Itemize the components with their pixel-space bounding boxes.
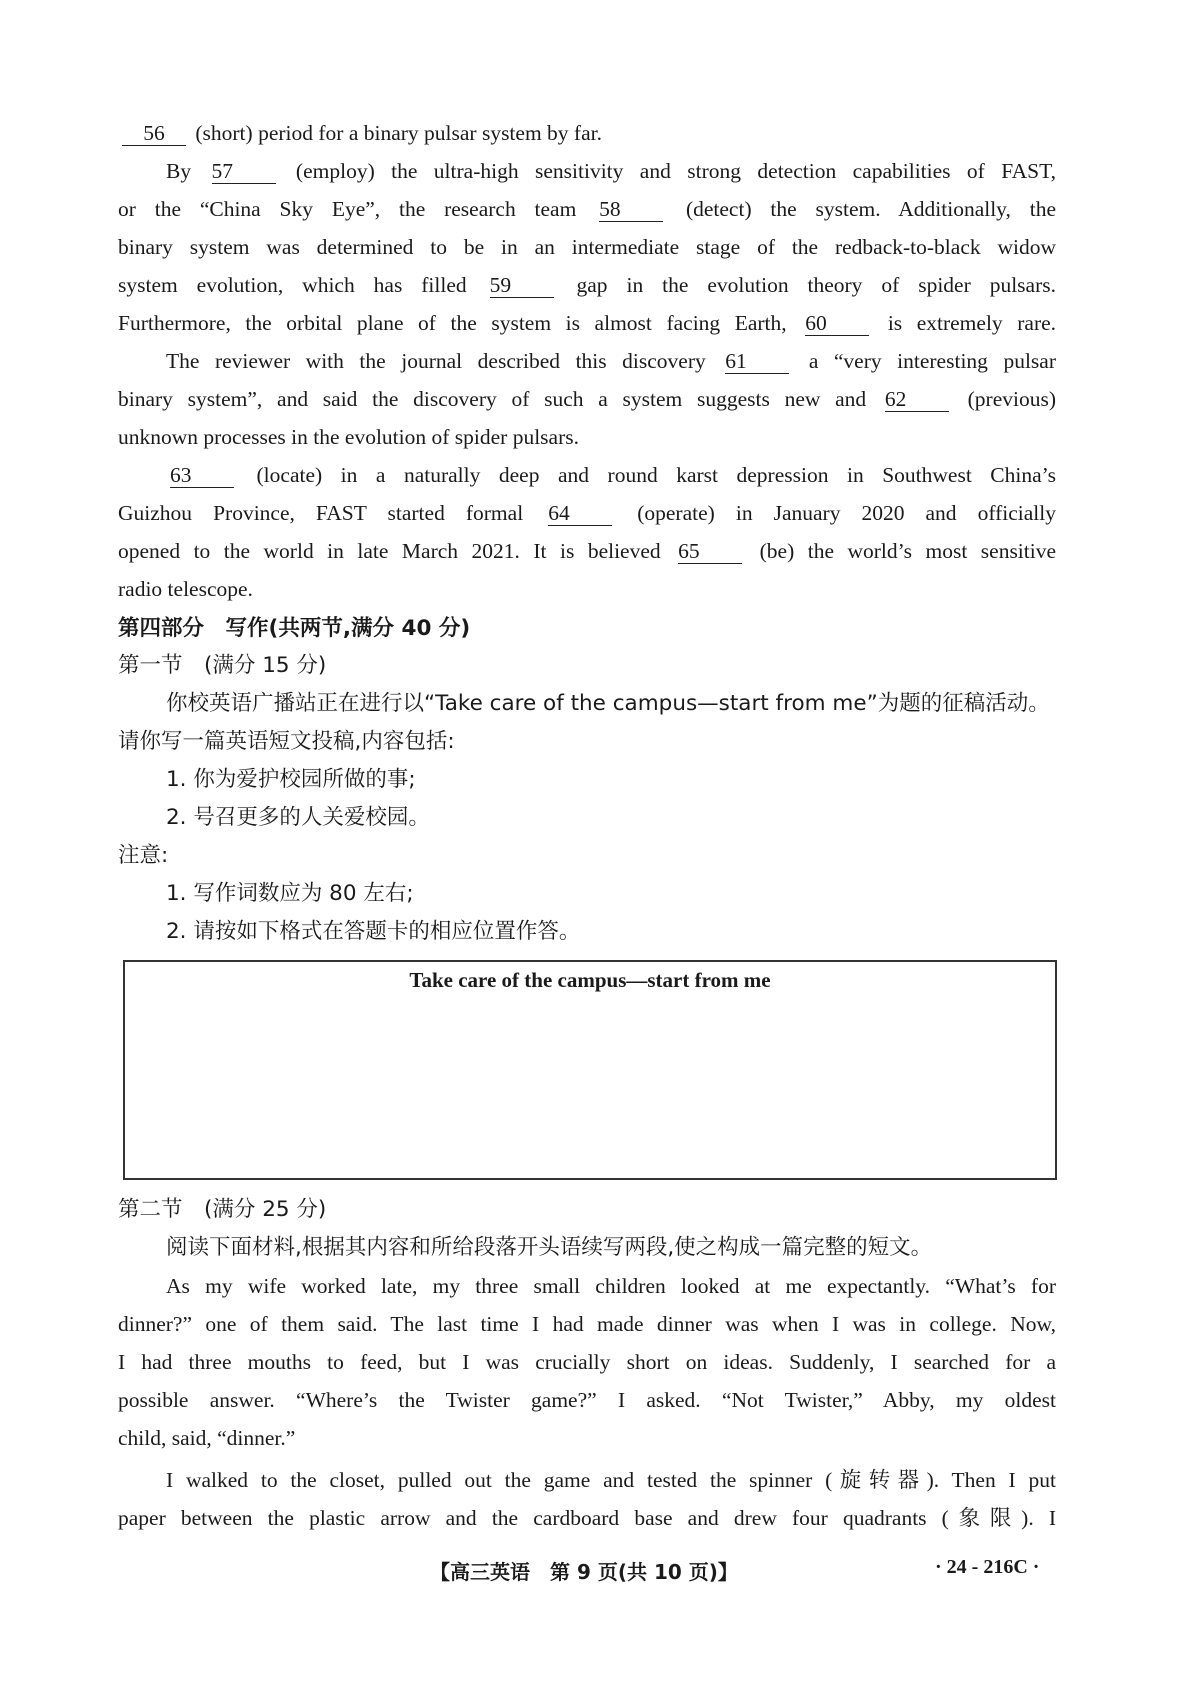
text-segment: 请你写一篇英语短文投稿,内容包括:	[118, 729, 455, 754]
blank-59: 59	[490, 273, 554, 298]
text-line	[118, 879, 1056, 909]
text-line	[118, 460, 1056, 490]
text-segment: (previous)	[967, 387, 1056, 411]
blank-63: 63	[170, 463, 234, 488]
text-line	[118, 308, 1056, 338]
text-segment: I walked to the closet, pulled out the game and tested the spinner (旋转器). Then I put	[166, 1468, 1056, 1492]
text-line	[118, 765, 1056, 795]
text-segment: (operate) in January 2020 and officially	[637, 501, 1056, 525]
text-line	[118, 1385, 1056, 1415]
exam-code: · 24 - 216C ·	[935, 1556, 1040, 1578]
text-line	[118, 689, 1056, 719]
text-segment: system evolution, which has filled	[118, 273, 486, 297]
text-line	[118, 1195, 1056, 1225]
text-line	[118, 1347, 1056, 1377]
blank-56: 56	[122, 121, 186, 146]
text-segment: (locate) in a naturally deep and round karst depression in Southwest China’s	[256, 463, 1056, 487]
blank-61: 61	[725, 349, 789, 374]
text-line	[118, 803, 1056, 833]
text-line	[118, 232, 1056, 262]
text-segment: child, said, “dinner.”	[118, 1426, 296, 1450]
text-segment: 阅读下面材料,根据其内容和所给段落开头语续写两段,使之构成一篇完整的短文。	[166, 1235, 933, 1260]
text-segment: Guizhou Province, FAST started formal	[118, 501, 545, 525]
text-line	[118, 384, 1056, 414]
text-segment: binary system”, and said the discovery of such a system suggests new and	[118, 387, 881, 411]
text-segment: (employ) the ultra-high sensitivity and strong detection capabilities of FAST,	[295, 159, 1057, 183]
text-segment: 1. 写作词数应为 80 左右;	[166, 881, 414, 906]
answer-format-box	[123, 960, 1057, 1180]
text-segment: I had three mouths to feed, but I was crucially short on ideas. Suddenly, I searched for a	[118, 1350, 1056, 1374]
text-segment: gap in the evolution theory of spider pulsars.	[576, 273, 1056, 297]
text-segment: unknown processes in the evolution of spider pulsars.	[118, 425, 579, 449]
text-segment: 第一节 (满分 15 分)	[118, 653, 327, 678]
text-segment: The reviewer with the journal described this discovery	[166, 349, 722, 373]
blank-58: 58	[599, 197, 663, 222]
text-segment: opened to the world in late March 2021. It is believed	[118, 539, 675, 563]
blank-64: 64	[548, 501, 612, 526]
text-line	[118, 727, 1056, 757]
text-segment: 2. 请按如下格式在答题卡的相应位置作答。	[166, 919, 581, 944]
text-segment: possible answer. “Where’s the Twister game?” I asked. “Not Twister,” Abby, my oldest	[118, 1388, 1056, 1412]
text-segment: (short) period for a binary pulsar system by far.	[195, 121, 602, 145]
blank-60: 60	[805, 311, 869, 336]
text-segment: dinner?” one of them said. The last time I had made dinner was when I was in college. Now,	[118, 1312, 1056, 1336]
text-line	[118, 651, 1056, 681]
text-line	[118, 156, 1056, 186]
text-line	[118, 1423, 1056, 1453]
text-line	[118, 118, 1056, 148]
text-line	[118, 917, 1056, 947]
text-line	[118, 498, 1056, 528]
text-line	[118, 1233, 1056, 1263]
text-segment: 2. 号召更多的人关爱校园。	[166, 805, 430, 830]
text-line	[118, 574, 1056, 604]
text-line	[118, 1309, 1056, 1339]
text-line	[118, 1271, 1056, 1301]
text-segment: As my wife worked late, my three small children looked at me expectantly. “What’s for	[166, 1274, 1056, 1298]
blank-57: 57	[212, 159, 276, 184]
text-segment: 第四部分 写作(共两节,满分 40 分)	[118, 616, 471, 641]
text-line	[118, 1503, 1056, 1533]
text-segment: By	[166, 159, 208, 183]
text-segment: or the “China Sky Eye”, the research team	[118, 197, 596, 221]
text-segment: radio telescope.	[118, 577, 253, 601]
text-line	[118, 194, 1056, 224]
text-segment: binary system was determined to be in an intermediate stage of the redback-to-black widow	[118, 235, 1056, 259]
text-segment: 第二节 (满分 25 分)	[118, 1197, 327, 1222]
text-segment: (detect) the system. Additionally, the	[685, 197, 1057, 221]
text-segment: paper between the plastic arrow and the cardboard base and drew four quadrants (象限). I	[118, 1506, 1056, 1530]
text-line	[118, 841, 1056, 871]
text-segment: 1. 你为爱护校园所做的事;	[166, 767, 416, 792]
text-segment: is extremely rare.	[887, 311, 1057, 335]
text-segment: a “very interesting pulsar	[808, 349, 1056, 373]
blank-65: 65	[678, 539, 742, 564]
text-line	[118, 614, 1056, 644]
text-line	[118, 346, 1056, 376]
text-segment: 注意:	[118, 843, 169, 868]
text-segment: 你校英语广播站正在进行以“Take care of the campus—start from me”为题的征稿活动。	[166, 691, 1050, 716]
blank-62: 62	[885, 387, 949, 412]
text-line	[118, 1465, 1056, 1495]
essay-title: Take care of the campus—start from me	[409, 968, 771, 992]
text-segment: (be) the world’s most sensitive	[759, 539, 1057, 563]
page-footer: 【高三英语 第 9 页(共 10 页)】	[430, 1560, 738, 1584]
text-line	[118, 422, 1056, 452]
text-line	[118, 270, 1056, 300]
text-segment: Furthermore, the orbital plane of the system is almost facing Earth,	[118, 311, 802, 335]
text-line	[118, 536, 1056, 566]
